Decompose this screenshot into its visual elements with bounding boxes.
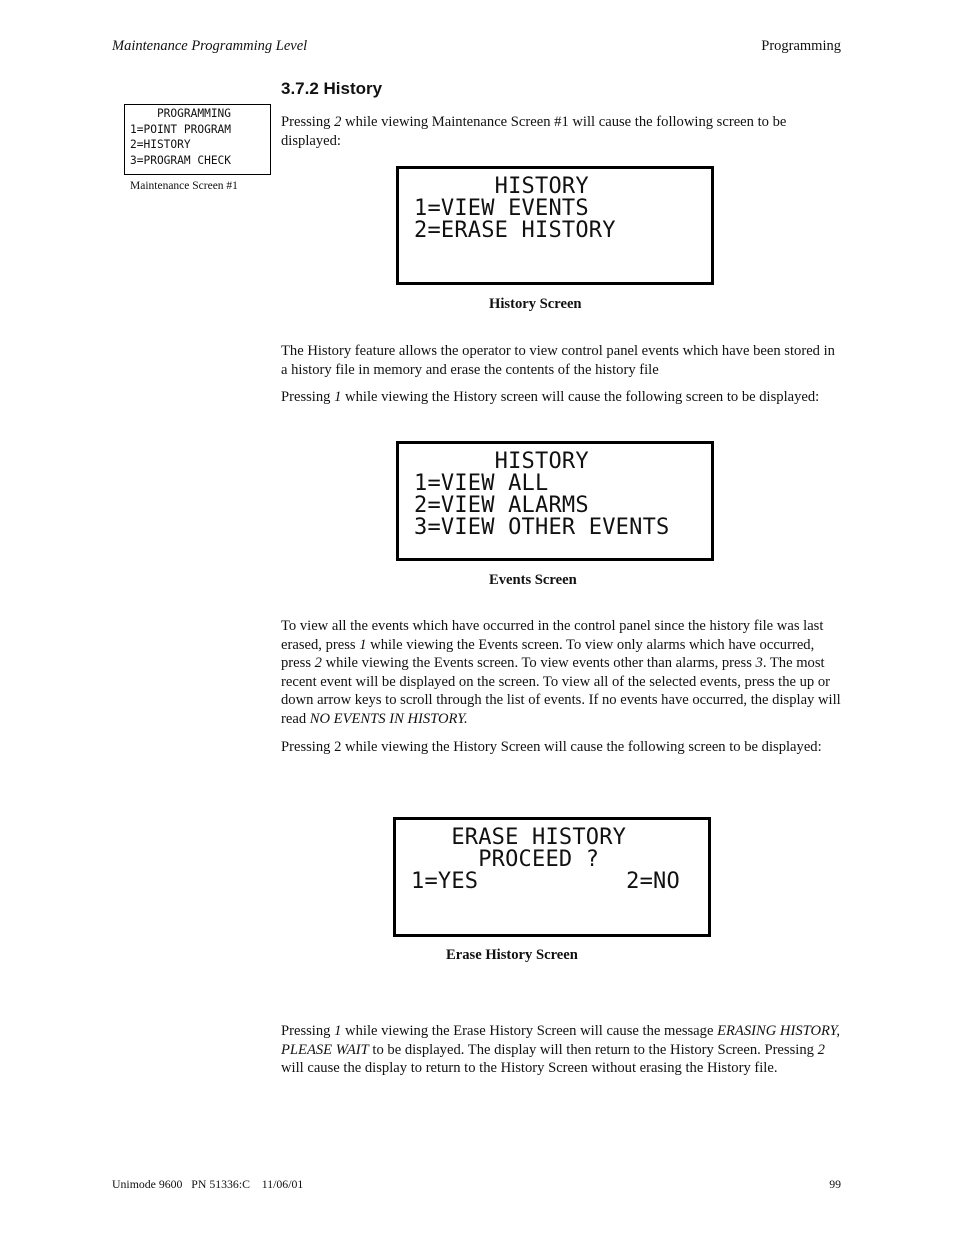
display-line: PROCEED ? <box>411 847 600 872</box>
maintenance-screen-display <box>124 104 271 175</box>
section-heading: 3.7.2 History <box>281 79 383 98</box>
display-line: 1=VIEW ALL <box>414 471 549 496</box>
display-line: 3=PROGRAM CHECK <box>130 153 232 167</box>
history-screen-display <box>396 166 714 285</box>
display-line: 1=YES 2=NO <box>411 869 680 894</box>
display-line: 2=ERASE HISTORY <box>414 218 616 243</box>
display-line: 3=VIEW OTHER EVENTS <box>414 515 670 540</box>
erase-paragraph: Pressing 1 while viewing the Erase History Screen will cause the message ERASING HISTORY, PLEASE WAIT to be displayed. The display will then return to the History Screen. Pressing 2 will cause the display to return to the History Screen without erasing the History file. <box>281 1023 841 1077</box>
footer-document-id: Unimode 9600 PN 51336:C 11/06/01 <box>112 1177 304 1191</box>
erase-history-screen-caption: Erase History Screen <box>446 947 578 963</box>
display-line: 1=POINT PROGRAM <box>130 122 232 136</box>
display-line: ERASE HISTORY <box>411 825 627 850</box>
footer-page-number: 99 <box>829 1177 841 1191</box>
history-screen-caption: History Screen <box>489 296 582 312</box>
display-line: 2=VIEW ALARMS <box>414 493 589 518</box>
display-line: 1=VIEW EVENTS <box>414 196 589 221</box>
erase-history-screen-display <box>393 817 711 937</box>
events-screen-display <box>396 441 714 561</box>
display-line: HISTORY <box>414 174 589 199</box>
display-line: 2=HISTORY <box>130 138 191 151</box>
history-feature-paragraph: The History feature allows the operator to view control panel events which have been stored in a history file in memory and erase the contents of the history file Pressing 1 while viewing the History screen will cause the following screen to be displayed: <box>281 343 835 406</box>
display-line: PROGRAMMING <box>130 107 232 120</box>
view-events-paragraph: To view all the events which have occurred in the control panel since the history file was last erased, press 1 while viewing the Events screen. To view only alarms which have occurred, press 2 while viewing the Events screen. To view events other than alarms, press 3. The most recent event will be displayed on the screen. To view all of the selected events, press the up or down arrow keys to scroll through the list of events. If no events have occurred, the display will read NO EVENTS IN HISTORY. Pressing 2 while viewing the History Screen will cause the following screen to be displayed: <box>281 618 841 755</box>
maintenance-screen-caption: Maintenance Screen #1 <box>130 180 238 192</box>
events-screen-caption: Events Screen <box>489 572 577 588</box>
intro-paragraph: Pressing 2 while viewing Maintenance Screen #1 will cause the following screen to be displayed: <box>281 114 787 149</box>
display-line: HISTORY <box>414 449 589 474</box>
running-header-section: Programming <box>761 38 841 54</box>
running-header-title: Maintenance Programming Level <box>112 38 308 54</box>
